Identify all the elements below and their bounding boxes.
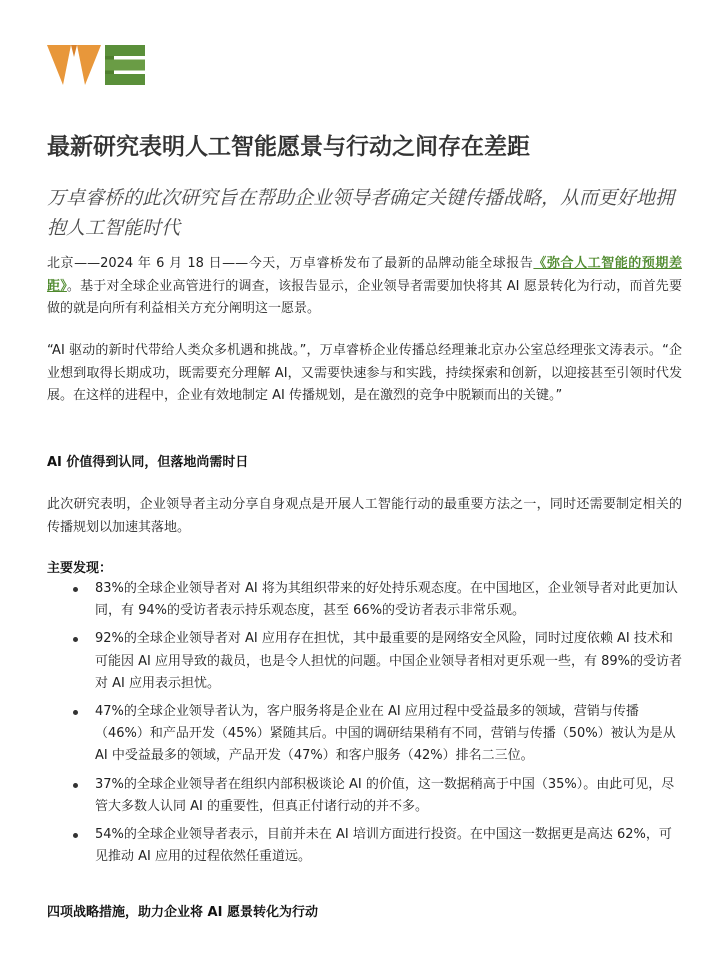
finding-text: 54%的全球企业领导者表示，目前并未在 AI 培训方面进行投资。在中国这一数据更是高达 62%，可见推动 AI 应用的过程依然任重道远。 <box>95 827 672 865</box>
page-title: 最新研究表明人工智能愿景与行动之间存在差距 <box>47 134 530 160</box>
finding-text: 83%的全球企业领导者对 AI 将为其组织带来的好处持乐观态度。在中国地区，企业领导者对此更加认同，有 94%的受访者表示持乐观态度，甚至 66%的受访者表示非常乐观。 <box>95 581 678 619</box>
intro-text-before: 北京——2024 年 6 月 18 日——今天，万卓睿桥发布了最新的品牌动能全球报告 <box>47 256 534 271</box>
findings-heading: 主要发现： <box>47 561 113 576</box>
finding-item <box>47 578 683 622</box>
logo-e-bar-middle <box>105 60 145 71</box>
section-body-ai-value: 此次研究表明，企业领导者主动分享自身观点是开展人工智能行动的最重要方法之一，同时还需要制定相关的传播规划以加速其落地。 <box>47 497 682 535</box>
section-heading-strategies: 四项战略措施，助力企业将 AI 愿景转化为行动 <box>47 905 318 920</box>
finding-text: 92%的全球企业领导者对 AI 应用存在担忧，其中最重要的是网络安全风险，同时过度依赖 AI 技术和可能因 AI 应用导致的裁员，也是令人担忧的问题。中国企业领导者相对更乐观一些，有 89%的受访者对 AI 应用表示担忧。 <box>95 631 683 691</box>
quote-paragraph: “AI 驱动的新时代带给人类众多机遇和挑战。”，万卓睿桥企业传播总经理兼北京办公室总经理张文涛表示。“企业想到取得长期成功，既需要充分理解 AI，又需要快速参与和实践，持续探索和创新，以迎接甚至引领时代发展。在这样的进程中，企业有效地制定 AI 传播规划，是在激烈的竞争中脱颖而出的关键。” <box>47 343 682 404</box>
finding-text: 47%的全球企业领导者认为，客户服务将是企业在 AI 应用过程中受益最多的领域，营销与传播（46%）和产品开发（45%）紧随其后。中国的调研结果稍有不同，营销与传播（50%）被认为是从 AI 中受益最多的领域，产品开发（47%）和客户服务（42%）排名二三位。 <box>95 704 676 764</box>
finding-item <box>47 701 683 768</box>
bullet-icon <box>73 587 78 592</box>
logo-v-right <box>77 45 101 85</box>
bullet-icon <box>73 637 78 642</box>
section-heading-ai-value: AI 价值得到认同，但落地尚需时日 <box>47 455 249 470</box>
finding-text: 37%的全球企业领导者在组织内部积极谈论 AI 的价值，这一数据稍高于中国（35%）。由此可见，尽管大多数人认同 AI 的重要性，但真正付诸行动的并不多。 <box>95 776 675 814</box>
bullet-icon <box>73 783 78 788</box>
finding-item <box>47 774 683 818</box>
we-logo <box>47 45 147 85</box>
intro-paragraph <box>47 253 682 321</box>
bullet-icon <box>73 833 78 838</box>
intro-text-after: 。基于对全球企业高管进行的调查，该报告显示，企业领导者需要加快将其 AI 愿景转化为行动，而首先要做的就是向所有利益相关方充分阐明这一愿景。 <box>47 278 682 317</box>
logo-e-bar-bottom <box>105 74 145 85</box>
finding-item <box>47 628 683 695</box>
page-subtitle: 万卓睿桥的此次研究旨在帮助企业领导者确定关键传播战略，从而更好地拥抱人工智能时代 <box>47 187 675 239</box>
findings-list <box>47 578 683 874</box>
bullet-icon <box>73 710 78 715</box>
finding-item <box>47 824 683 868</box>
report-link[interactable]: 《弥合人工智能的预期差距》 <box>47 256 682 294</box>
logo-e-bar-top <box>105 45 145 56</box>
logo-v-left <box>47 45 71 85</box>
logo-v-overlap <box>71 45 77 57</box>
